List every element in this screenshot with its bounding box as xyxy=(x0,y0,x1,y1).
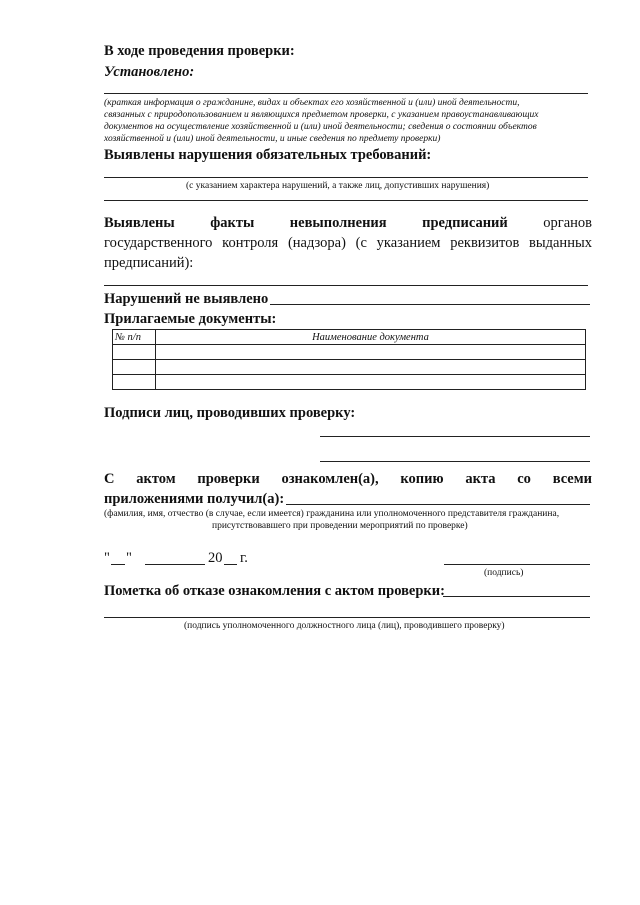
established-label: Установлено: xyxy=(104,64,195,80)
table-cell xyxy=(113,345,156,360)
prescriptions-word: (надзора) xyxy=(287,235,346,251)
table-header-row xyxy=(113,330,586,345)
established-line xyxy=(104,93,588,94)
date-quote-open: " xyxy=(104,550,110,566)
prescriptions-word: невыполнения xyxy=(289,215,387,231)
signature-line xyxy=(444,564,590,565)
established-note-line: документов на осуществление хозяйственной и (или) иной деятельности; сведения о состоянии объектов xyxy=(104,122,537,132)
prescriptions-word: контроля xyxy=(222,235,279,251)
prescriptions-line-2 xyxy=(104,235,592,252)
prescriptions-word: Выявлены xyxy=(104,215,175,231)
table-row xyxy=(113,345,586,360)
section-title: В ходе проведения проверки: xyxy=(104,43,295,59)
acquainted-word: со xyxy=(517,471,531,487)
refusal-note: (подпись уполномоченного должностного лица (лиц), проводившего проверку) xyxy=(184,621,505,631)
signature-note: (подпись) xyxy=(484,568,524,578)
prescriptions-word: реквизитов xyxy=(450,235,520,251)
prescriptions-word: факты xyxy=(210,215,255,231)
acquainted-note xyxy=(104,508,559,532)
no-violations-label: Нарушений не выявлено xyxy=(104,291,269,307)
date-year-prefix: 20 xyxy=(208,550,223,566)
acquainted-line-1 xyxy=(104,471,592,488)
prescriptions-line-1 xyxy=(104,215,592,232)
prescriptions-word: указанием xyxy=(376,235,441,251)
date-quote-close: " xyxy=(126,550,132,566)
prescriptions-word: (с xyxy=(355,235,367,251)
date-day-line xyxy=(111,564,125,565)
prescriptions-word: органов xyxy=(543,215,592,231)
violations-line-2 xyxy=(104,200,588,201)
documents-table xyxy=(112,329,586,390)
table-header-number: № п/п xyxy=(113,330,156,345)
date-suffix: г. xyxy=(240,550,248,566)
date-month-line xyxy=(145,564,205,565)
established-note-line: связанных с природопользованием и являющихся предметом проверки, с указанием правоустанавливающих xyxy=(104,110,539,120)
prescriptions-line xyxy=(104,285,588,286)
acquainted-note-line: присутствовавшего при проведении мероприятий по проверке) xyxy=(212,521,468,531)
acquainted-word: всеми xyxy=(552,471,592,487)
no-violations-line xyxy=(270,304,590,305)
established-note xyxy=(104,97,592,145)
signature-line-2 xyxy=(320,461,590,462)
table-row xyxy=(113,360,586,375)
acquainted-word: копию xyxy=(400,471,444,487)
acquainted-line-2: приложениями получил(а): xyxy=(104,491,285,507)
table-cell xyxy=(113,360,156,375)
violations-label: Выявлены нарушения обязательных требований: xyxy=(104,147,432,163)
acquainted-word: ознакомлен(а), xyxy=(281,471,379,487)
violations-note: (с указанием характера нарушений, а также лиц, допустивших нарушения) xyxy=(186,181,490,191)
acquainted-word: акта xyxy=(465,471,496,487)
date-year-line xyxy=(224,564,237,565)
prescriptions-word: выданных xyxy=(529,235,592,251)
table-row xyxy=(113,375,586,390)
acquainted-note-line: (фамилия, имя, отчество (в случае, если имеется) гражданина или уполномоченного представителя гражданина, xyxy=(104,509,560,519)
refusal-line-2 xyxy=(104,617,590,618)
prescriptions-word: предписаний xyxy=(422,215,508,231)
acquainted-word: актом xyxy=(136,471,176,487)
prescriptions-line-3: предписаний): xyxy=(104,255,194,271)
table-cell xyxy=(156,375,586,390)
violations-line xyxy=(104,177,588,178)
table-cell xyxy=(156,345,586,360)
acquainted-line xyxy=(286,504,590,505)
signature-line-1 xyxy=(320,436,590,437)
prescriptions-word: государственного xyxy=(104,235,213,251)
table-cell xyxy=(156,360,586,375)
signatures-label: Подписи лиц, проводивших проверку: xyxy=(104,405,356,421)
established-note-line: хозяйственной и (или) иной деятельности, и иные сведения по предмету проверки) xyxy=(104,134,441,144)
established-note-line: (краткая информация о гражданине, видах и объектах его хозяйственной и (или) иной деятельности, xyxy=(104,98,520,108)
table-header-document: Наименование документа xyxy=(156,330,586,345)
attached-docs-label: Прилагаемые документы: xyxy=(104,311,277,327)
acquainted-word: проверки xyxy=(197,471,260,487)
refusal-line xyxy=(443,596,590,597)
refusal-label: Пометка об отказе ознакомления с актом проверки: xyxy=(104,583,445,599)
acquainted-word: С xyxy=(104,471,115,487)
table-cell xyxy=(113,375,156,390)
